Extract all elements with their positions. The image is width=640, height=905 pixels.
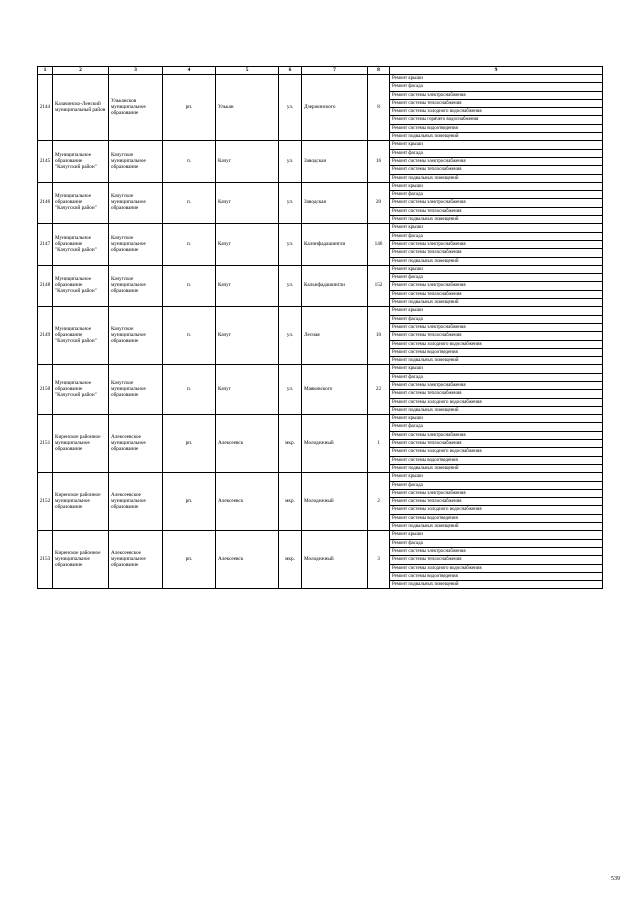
column-header: 1 xyxy=(38,67,53,75)
work-item: Ремонт системы теплоснабжения xyxy=(390,249,602,257)
settlement-type-cell: п. xyxy=(163,365,216,415)
work-item: Ремонт фасада xyxy=(390,374,602,382)
work-item: Ремонт системы горячего водоснабжения xyxy=(390,116,602,124)
street-cell: Дзержинского xyxy=(302,75,368,141)
works-list-cell xyxy=(390,141,603,182)
work-item: Ремонт системы электроснабжения xyxy=(390,92,602,100)
settlement-cell: Алексеевск xyxy=(216,473,279,531)
settlement-type-cell: рп. xyxy=(163,415,216,473)
work-item: Ремонт системы водоотведения xyxy=(390,125,602,133)
work-item: Ремонт системы холодного водоснабжения xyxy=(390,506,602,514)
work-item: Ремонт системы теплоснабжения xyxy=(390,440,602,448)
work-item: Ремонт системы электроснабжения xyxy=(390,432,602,440)
table-row xyxy=(38,182,603,223)
work-item: Ремонт фасада xyxy=(390,482,602,490)
house-number-cell: 16 xyxy=(368,141,390,182)
work-item: Ремонт крыши xyxy=(390,141,602,149)
work-item: Ремонт системы водоотведения xyxy=(390,573,602,581)
repair-program-table xyxy=(37,66,603,589)
settlement-type-cell: рп. xyxy=(163,473,216,531)
work-item: Ремонт подвальных помещений xyxy=(392,524,459,530)
municipality-cell: Качугское муниципальное образование xyxy=(109,141,163,182)
works-list-cell xyxy=(390,365,603,415)
settlement-cell: Алексеевск xyxy=(216,531,279,589)
work-item: Ремонт фасада xyxy=(390,233,602,241)
settlement-cell: Качуг xyxy=(216,141,279,182)
work-item: Ремонт подвальных помещений xyxy=(392,582,459,588)
district-cell: Муниципальное образование "Качугский район" xyxy=(53,365,109,415)
street-type-cell: мкр. xyxy=(279,473,302,531)
street-cell: Маяковского xyxy=(302,365,368,415)
street-type-cell: ул. xyxy=(279,141,302,182)
column-header: 7 xyxy=(302,67,368,75)
work-item: Ремонт системы теплоснабжения xyxy=(390,208,602,216)
work-item: Ремонт системы водоотведения xyxy=(390,515,602,523)
work-item: Ремонт крыши xyxy=(390,365,602,373)
work-item: Ремонт подвальных помещений xyxy=(392,258,459,264)
row-number: 2149 xyxy=(38,307,53,365)
street-type-cell: ул. xyxy=(279,182,302,223)
settlement-cell: Алексеевск xyxy=(216,415,279,473)
works-list-cell xyxy=(390,531,603,589)
street-cell: Молодежный xyxy=(302,531,368,589)
street-cell: Молодежный xyxy=(302,415,368,473)
works-list-cell xyxy=(390,224,603,265)
column-header: 6 xyxy=(279,67,302,75)
district-cell: Казачинско-Ленский муниципальный район xyxy=(53,75,109,141)
work-item: Ремонт крыши xyxy=(390,224,602,232)
house-number-cell: 1 xyxy=(368,415,390,473)
work-item: Ремонт подвальных помещений xyxy=(392,300,459,306)
work-item: Ремонт системы электроснабжения xyxy=(390,548,602,556)
work-item: Ремонт крыши xyxy=(390,307,602,315)
column-header: 5 xyxy=(216,67,279,75)
table-row xyxy=(38,307,603,365)
work-item: Ремонт фасада xyxy=(390,316,602,324)
column-header: 3 xyxy=(109,67,163,75)
work-item: Ремонт фасада xyxy=(390,274,602,282)
work-item: Ремонт системы холодного водоснабжения xyxy=(390,448,602,456)
row-number: 2148 xyxy=(38,265,53,306)
settlement-cell: Качуг xyxy=(216,307,279,365)
district-cell: Муниципальное образование "Качугский район" xyxy=(53,307,109,365)
table-row xyxy=(38,75,603,141)
street-type-cell: ул. xyxy=(279,75,302,141)
column-header: 9 xyxy=(390,67,603,75)
table-row xyxy=(38,265,603,306)
work-item: Ремонт подвальных помещений xyxy=(392,217,459,223)
street-cell: Калинфадашингли xyxy=(302,224,368,265)
table-row xyxy=(38,531,603,589)
municipality-cell: Улькансков муниципальное образование xyxy=(109,75,163,141)
settlement-type-cell: рп. xyxy=(163,75,216,141)
column-header: 2 xyxy=(53,67,109,75)
street-cell: Лесная xyxy=(302,307,368,365)
settlement-type-cell: п. xyxy=(163,307,216,365)
street-type-cell: ул. xyxy=(279,365,302,415)
house-number-cell: 22 xyxy=(368,365,390,415)
street-type-cell: ул. xyxy=(279,307,302,365)
work-item: Ремонт подвальных помещений xyxy=(392,134,459,140)
work-item: Ремонт системы теплоснабжения xyxy=(390,166,602,174)
work-item: Ремонт фасада xyxy=(390,150,602,158)
street-type-cell: ул. xyxy=(279,224,302,265)
work-item: Ремонт системы теплоснабжения xyxy=(390,498,602,506)
work-item: Ремонт крыши xyxy=(390,183,602,191)
settlement-type-cell: п. xyxy=(163,224,216,265)
street-type-cell: мкр. xyxy=(279,415,302,473)
municipality-cell: Качугское муниципальное образование xyxy=(109,182,163,223)
table-row xyxy=(38,365,603,415)
municipality-cell: Алексеевское муниципальное образование xyxy=(109,415,163,473)
street-cell: Молодежный xyxy=(302,473,368,531)
table-row xyxy=(38,224,603,265)
work-item: Ремонт системы холодного водоснабжения xyxy=(390,108,602,116)
street-type-cell: мкр. xyxy=(279,531,302,589)
work-item: Ремонт крыши xyxy=(390,415,602,423)
house-number-cell: 3 xyxy=(368,531,390,589)
district-cell: Киренское районное муниципальное образование xyxy=(53,415,109,473)
settlement-type-cell: п. xyxy=(163,141,216,182)
work-item: Ремонт системы электроснабжения xyxy=(390,324,602,332)
table-row xyxy=(38,415,603,473)
district-cell: Муниципальное образование "Качугский район" xyxy=(53,182,109,223)
street-cell: Заводская xyxy=(302,182,368,223)
works-list-cell xyxy=(390,182,603,223)
settlement-type-cell: п. xyxy=(163,182,216,223)
work-item: Ремонт системы водоотведения xyxy=(390,457,602,465)
works-list-cell xyxy=(390,265,603,306)
table-row xyxy=(38,473,603,531)
street-cell: Кальнфадашингли xyxy=(302,265,368,306)
work-item: Ремонт системы водоотведения xyxy=(390,349,602,357)
municipality-cell: Качугское муниципальное образование xyxy=(109,307,163,365)
works-list-cell xyxy=(390,473,603,531)
row-number: 2147 xyxy=(38,224,53,265)
work-item: Ремонт фасада xyxy=(390,83,602,91)
work-item: Ремонт крыши xyxy=(390,75,602,83)
work-item: Ремонт системы теплоснабжения xyxy=(390,390,602,398)
settlement-type-cell: рп. xyxy=(163,531,216,589)
district-cell: Киренское районное муниципальное образование xyxy=(53,473,109,531)
work-item: Ремонт системы электроснабжения xyxy=(390,158,602,166)
work-item: Ремонт системы холодного водоснабжения xyxy=(390,565,602,573)
work-item: Ремонт системы холодного водоснабжения xyxy=(390,399,602,407)
work-item: Ремонт системы электроснабжения xyxy=(390,282,602,290)
street-type-cell: ул. xyxy=(279,265,302,306)
work-item: Ремонт фасада xyxy=(390,191,602,199)
work-item: Ремонт подвальных помещений xyxy=(392,358,459,364)
work-item: Ремонт системы теплоснабжения xyxy=(390,100,602,108)
district-cell: Муниципальное образование "Качугский район" xyxy=(53,265,109,306)
works-list-cell xyxy=(390,307,603,365)
work-item: Ремонт фасада xyxy=(390,540,602,548)
district-cell: Киренское районное муниципальное образование xyxy=(53,531,109,589)
work-item: Ремонт фасада xyxy=(390,423,602,431)
house-number-cell: 2 xyxy=(368,473,390,531)
work-item: Ремонт системы теплоснабжения xyxy=(390,291,602,299)
municipality-cell: Качугское муниципальное образование xyxy=(109,265,163,306)
work-item: Ремонт подвальных помещений xyxy=(392,175,459,181)
municipality-cell: Качугское муниципальное образование xyxy=(109,365,163,415)
settlement-cell: Качуг xyxy=(216,182,279,223)
settlement-cell: Качуг xyxy=(216,365,279,415)
work-item: Ремонт системы электроснабжения xyxy=(390,241,602,249)
work-item: Ремонт крыши xyxy=(390,266,602,274)
municipality-cell: Качугское муниципальное образование xyxy=(109,224,163,265)
street-cell: Заводская xyxy=(302,141,368,182)
house-number-cell: 146 xyxy=(368,224,390,265)
row-number: 2151 xyxy=(38,415,53,473)
work-item: Ремонт крыши xyxy=(390,473,602,481)
work-item: Ремонт системы теплоснабжения xyxy=(390,556,602,564)
house-number-cell: 20 xyxy=(368,182,390,223)
district-cell: Муниципальное образование "Качугский район" xyxy=(53,224,109,265)
row-number: 2153 xyxy=(38,531,53,589)
municipality-cell: Алексеевское муниципальное образование xyxy=(109,473,163,531)
municipality-cell: Алексеевское муниципальное образование xyxy=(109,531,163,589)
settlement-cell: Качуг xyxy=(216,265,279,306)
work-item: Ремонт подвальных помещений xyxy=(392,407,459,413)
settlement-cell: Улькан xyxy=(216,75,279,141)
row-number: 2150 xyxy=(38,365,53,415)
work-item: Ремонт системы холодного водоснабжения xyxy=(390,341,602,349)
row-number: 2144 xyxy=(38,75,53,141)
row-number: 2146 xyxy=(38,182,53,223)
work-item: Ремонт системы электроснабжения xyxy=(390,382,602,390)
house-number-cell: 152 xyxy=(368,265,390,306)
row-number: 2145 xyxy=(38,141,53,182)
work-item: Ремонт крыши xyxy=(390,531,602,539)
column-number-row xyxy=(38,67,603,75)
house-number-cell: 10 xyxy=(368,307,390,365)
work-item: Ремонт системы теплоснабжения xyxy=(390,332,602,340)
works-list-cell xyxy=(390,415,603,473)
work-item: Ремонт подвальных помещений xyxy=(392,465,459,471)
work-item: Ремонт системы электроснабжения xyxy=(390,490,602,498)
column-header: 4 xyxy=(163,67,216,75)
table-row xyxy=(38,141,603,182)
column-header: 8 xyxy=(368,67,390,75)
work-item: Ремонт системы электроснабжения xyxy=(390,199,602,207)
works-list-cell xyxy=(390,75,603,141)
settlement-cell: Качуг xyxy=(216,224,279,265)
page-number: 539 xyxy=(611,876,620,882)
district-cell: Муниципальное образование "Качугский район" xyxy=(53,141,109,182)
settlement-type-cell: п. xyxy=(163,265,216,306)
row-number: 2152 xyxy=(38,473,53,531)
house-number-cell: 8 xyxy=(368,75,390,141)
